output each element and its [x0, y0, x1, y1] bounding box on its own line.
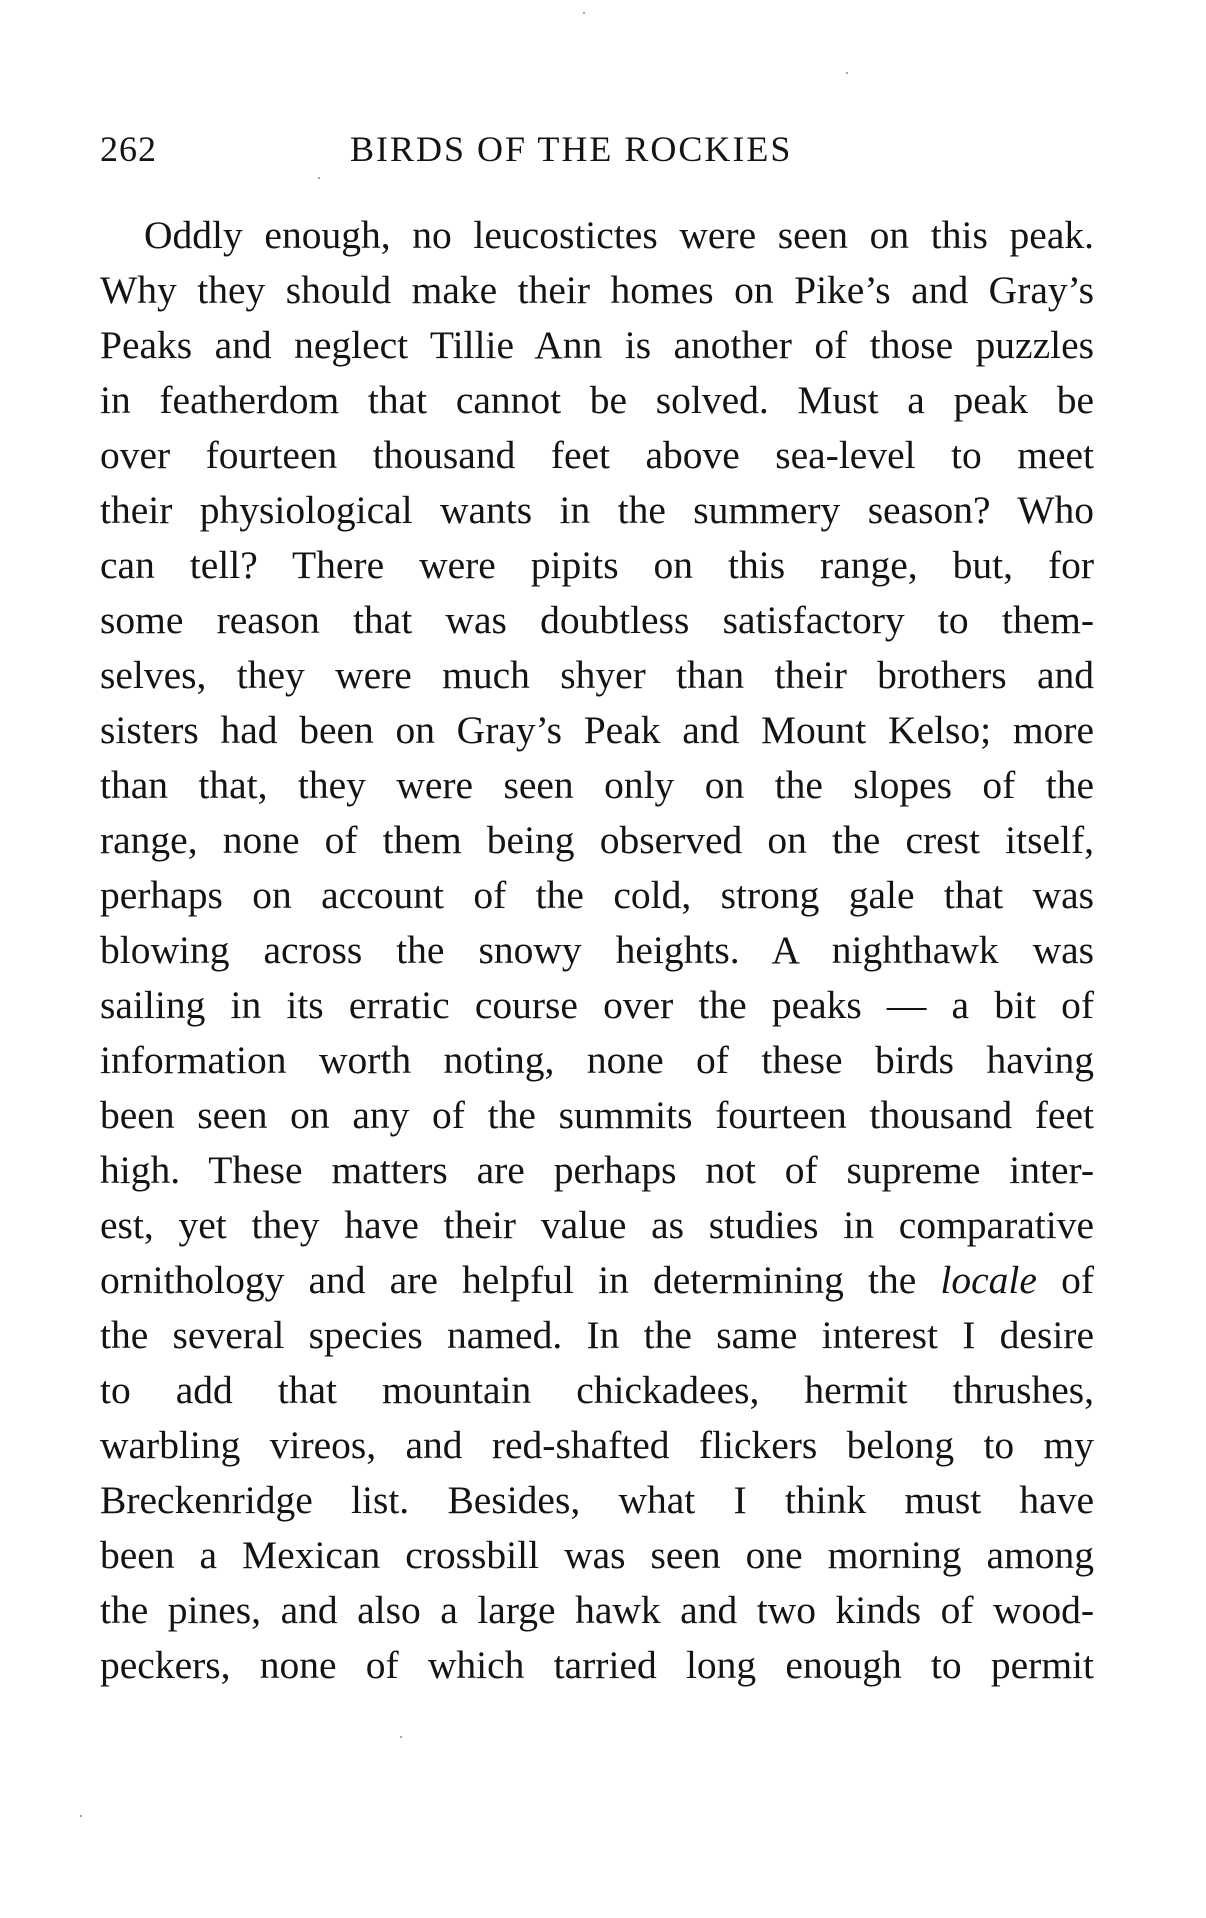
text-line: est, yet they have their value as studies in comparative	[100, 1203, 1094, 1247]
text-line: to add that mountain chickadees, hermit thrushes,	[100, 1368, 1094, 1412]
text-line: can tell? There were pipits on this range, but, for	[100, 543, 1094, 587]
text-line: warbling vireos, and red-shafted flickers belong to my	[100, 1423, 1094, 1467]
body-paragraph	[100, 208, 1094, 1693]
text-line: been seen on any of the summits fourteen thousand feet	[100, 1093, 1094, 1137]
text-line: been a Mexican crossbill was seen one morning among	[100, 1533, 1094, 1577]
text-line: Breckenridge list. Besides, what I think must have	[100, 1478, 1094, 1522]
running-title: BIRDS OF THE ROCKIES	[350, 129, 793, 169]
text-line: blowing across the snowy heights. A nighthawk was	[100, 928, 1094, 972]
text-line: peckers, none of which tarried long enough to permit	[100, 1643, 1094, 1687]
italic-word: locale	[940, 1258, 1037, 1302]
text-line: Oddly enough, no leucostictes were seen on this peak.	[144, 213, 1094, 257]
text-line: sailing in its erratic course over the peaks — a bit of	[100, 983, 1094, 1027]
text-line: than that, they were seen only on the slopes of the	[100, 763, 1094, 807]
paper-speck	[846, 72, 848, 74]
text-line: high. These matters are perhaps not of supreme inter-	[100, 1148, 1094, 1192]
text-line: perhaps on account of the cold, strong gale that was	[100, 873, 1094, 917]
text-line: Peaks and neglect Tillie Ann is another of those puzzles	[100, 323, 1094, 367]
paper-speck	[400, 1736, 402, 1738]
text-line: their physiological wants in the summery season? Who	[100, 488, 1094, 532]
text-line: information worth noting, none of these birds having	[100, 1038, 1094, 1082]
paper-speck	[583, 12, 585, 14]
page-number: 262	[100, 129, 157, 169]
text-line: range, none of them being observed on the crest itself,	[100, 818, 1094, 862]
text-line: the pines, and also a large hawk and two kinds of wood-	[100, 1588, 1094, 1632]
text-line: Why they should make their homes on Pike’s and Gray’s	[100, 268, 1094, 312]
text-segment: ornithology and are helpful in determining the	[100, 1258, 941, 1302]
text-line: in featherdom that cannot be solved. Must a peak be	[100, 378, 1094, 422]
running-head	[100, 128, 890, 168]
text-line: over fourteen thousand feet above sea-level to meet	[100, 433, 1094, 477]
paper-speck	[318, 177, 320, 179]
paper-speck	[80, 1815, 82, 1817]
text-line: selves, they were much shyer than their brothers and	[100, 653, 1094, 697]
text-line: the several species named. In the same interest I desire	[100, 1313, 1094, 1357]
text-line: sisters had been on Gray’s Peak and Mount Kelso; more	[100, 708, 1094, 752]
text-line-with-italic	[100, 1253, 1094, 1308]
text-line: some reason that was doubtless satisfactory to them-	[100, 598, 1094, 642]
text-segment: of	[1036, 1258, 1094, 1302]
